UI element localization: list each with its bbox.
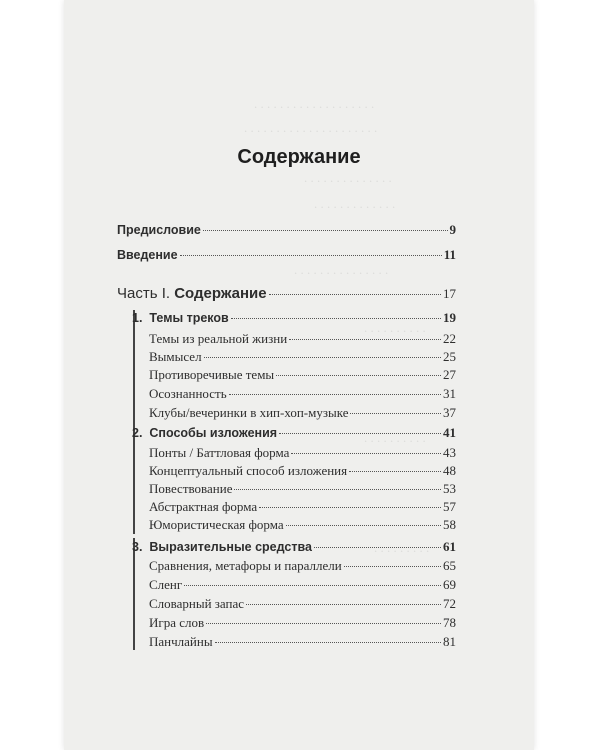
toc-entry-preface — [117, 222, 456, 238]
book-page — [64, 0, 534, 750]
toc-entry-page: 41 — [443, 425, 456, 440]
toc-entry-page: 81 — [443, 634, 456, 649]
section-title: Темы треков — [149, 311, 229, 325]
toc-entry-introduction — [117, 247, 456, 263]
toc-entry-page: 37 — [443, 405, 456, 420]
dot-leader — [215, 642, 441, 643]
toc-section-1 — [132, 310, 456, 326]
toc-subentry — [149, 596, 456, 612]
dot-leader — [246, 604, 441, 605]
toc-entry-label: Противоречивые темы — [149, 367, 275, 382]
toc-entry-label: Осознанность — [149, 386, 227, 401]
toc-entry-label: Концептуальный способ изложения — [149, 463, 348, 478]
toc-entry-page: 53 — [443, 481, 456, 496]
toc-entry-label: Повествование — [149, 481, 233, 496]
toc-entry-page: 78 — [443, 615, 456, 630]
part-prefix: Часть I. — [117, 285, 171, 302]
toc-entry-label: Панчлайны — [149, 634, 213, 649]
dot-leader — [269, 294, 441, 295]
toc-entry-label: Юмористическая форма — [149, 517, 284, 532]
dot-leader — [289, 339, 441, 340]
toc-subentry — [149, 499, 456, 515]
section-title: Способы изложения — [149, 426, 278, 440]
toc-entry-page: 27 — [443, 367, 456, 382]
toc-entry-label: Введение — [117, 248, 178, 262]
toc-entry-page: 57 — [443, 499, 456, 514]
toc-subentry — [149, 386, 456, 402]
toc-entry-label: Вымысел — [149, 349, 202, 364]
toc-subentry — [149, 367, 456, 383]
dot-leader — [231, 318, 441, 319]
toc-entry-page: 9 — [449, 222, 456, 237]
dot-leader — [291, 453, 441, 454]
section-number: 2. — [132, 426, 143, 440]
toc-entry-page: 22 — [443, 331, 456, 346]
dot-leader — [276, 375, 441, 376]
page-title: Содержание — [237, 146, 361, 168]
toc-entry-page: 72 — [443, 596, 456, 611]
toc-subentry — [149, 331, 456, 347]
toc-subentry — [149, 481, 456, 497]
toc-entry-page: 61 — [443, 539, 456, 554]
toc-entry-page: 31 — [443, 386, 456, 401]
toc-entry-page: 19 — [443, 310, 456, 325]
toc-subentry — [149, 558, 456, 574]
toc-subentry — [149, 405, 456, 421]
toc-subentry — [149, 349, 456, 365]
show-through-texture: . . . . . . . . . . . . . . . . . . . . . . . . . . . . . . . . . . . . . . . . . . . . . . . . . . . . . . . . . . . . . . . . . . . . . . . . . . . . . . . . . . . . . . . . . . . . . . . . . . . . . . . . . . . . . . . — [244, 96, 430, 555]
toc-part-heading — [117, 285, 456, 302]
toc-entry-label: Предисловие — [117, 223, 201, 237]
dot-leader — [180, 255, 442, 256]
dot-leader — [314, 547, 441, 548]
toc-entry-page: 11 — [443, 247, 456, 262]
dot-leader — [206, 623, 441, 624]
toc-entry-page: 43 — [443, 445, 456, 460]
toc-entry-label: Игра слов — [149, 615, 205, 630]
toc-subentry — [149, 445, 456, 461]
toc-entry-page: 58 — [443, 517, 456, 532]
toc-subentry — [149, 577, 456, 593]
toc-entry-page: 25 — [443, 349, 456, 364]
dot-leader — [279, 433, 441, 434]
toc-entry-label: Понты / Баттловая форма — [149, 445, 290, 460]
toc-entry-page: 48 — [443, 463, 456, 478]
dot-leader — [184, 585, 441, 586]
dot-leader — [204, 357, 441, 358]
dot-leader — [259, 507, 441, 508]
toc-section-2 — [132, 425, 456, 441]
toc-entry-page: 69 — [443, 577, 456, 592]
section-number: 1. — [132, 311, 143, 325]
toc-entry-page: 17 — [443, 286, 456, 301]
dot-leader — [234, 489, 441, 490]
section-number: 3. — [132, 540, 143, 554]
part-title: Содержание — [174, 285, 267, 302]
section-title: Выразительные средства — [149, 540, 312, 554]
toc-subentry — [149, 517, 456, 533]
toc-entry-label: Абстрактная форма — [149, 499, 258, 514]
toc-entry-label: Сравнения, метафоры и параллели — [149, 558, 342, 573]
dot-leader — [344, 566, 441, 567]
toc-entry-label: Сленг — [149, 577, 183, 592]
toc-entry-label: Клубы/вечеринки в хип-хоп-музыке — [149, 405, 349, 420]
dot-leader — [350, 413, 441, 414]
dot-leader — [229, 394, 441, 395]
toc-entry-page: 65 — [443, 558, 456, 573]
toc-subentry — [149, 463, 456, 479]
toc-subentry — [149, 615, 456, 631]
toc-section-3 — [132, 539, 456, 555]
toc-entry-label: Словарный запас — [149, 596, 245, 611]
toc-subentry — [149, 634, 456, 650]
dot-leader — [203, 230, 448, 231]
dot-leader — [286, 525, 441, 526]
toc-entry-label: Темы из реальной жизни — [149, 331, 288, 346]
dot-leader — [349, 471, 441, 472]
